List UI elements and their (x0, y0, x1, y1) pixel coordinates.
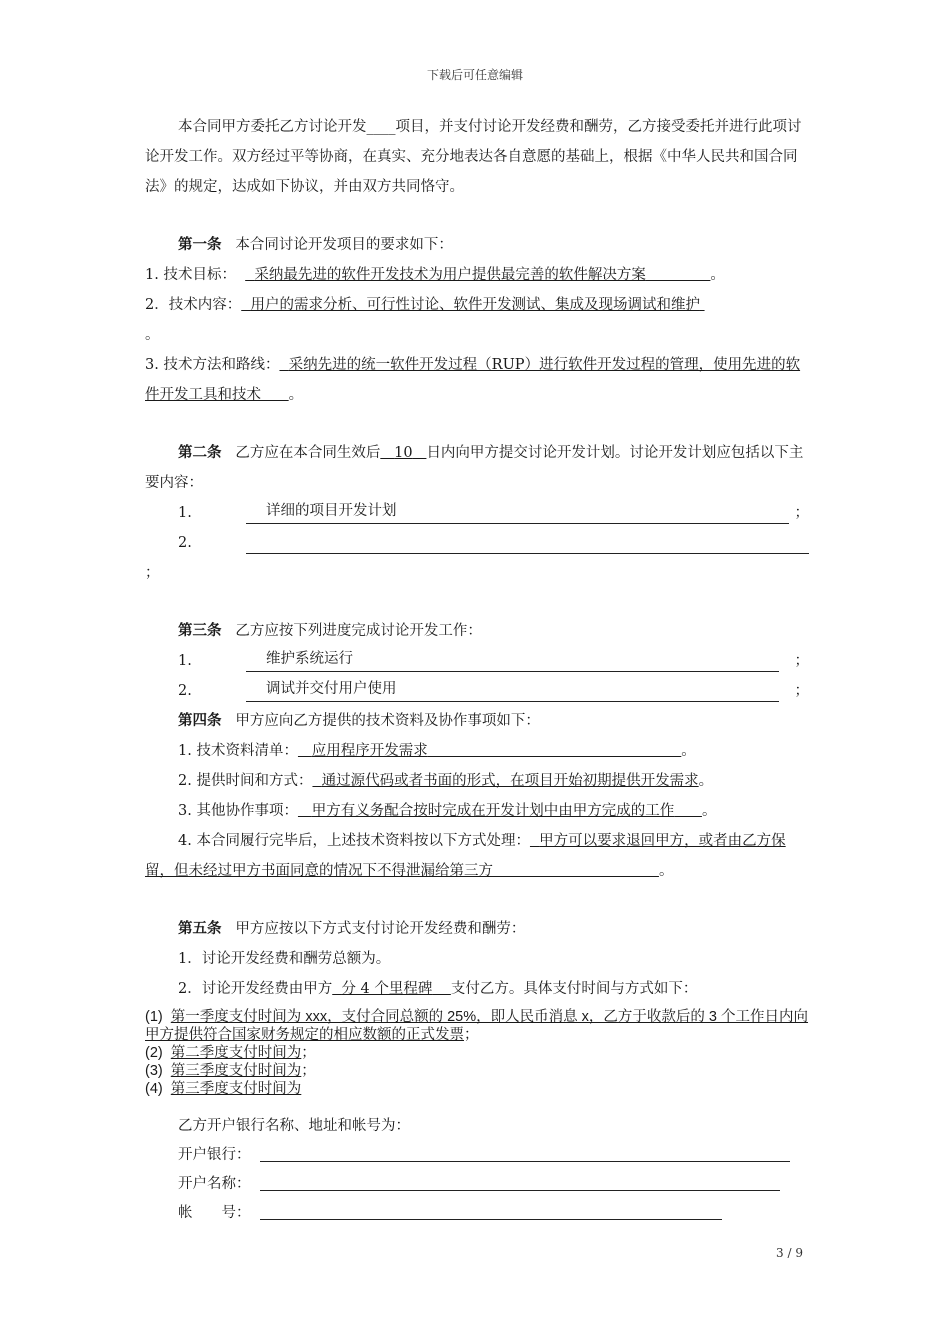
art1-item-1: 1. 技术目标： 采纳最先进的软件开发技术为用户提供最完善的软件解决方案 。 (145, 267, 725, 283)
page-header: 下载后可任意编辑 (426, 68, 523, 82)
bank-name-row: 开户银行： (178, 1141, 809, 1170)
cooperation-value: 甲方有义务配合按时完成在开发计划中由甲方完成的工作 (311, 803, 675, 819)
tech-method-value: 采纳先进的统一软件开发过程（RUP）进行软件开发过程的管理，使用先进的软件开发工具和技术 (145, 357, 801, 403)
art4-item-4: 4. 本合同履行完毕后，上述技术资料按以下方式处理： 甲方可以要求退回甲方，或者由乙方保留，但未经过甲方书面同意的情况下不得泄漏给第三方 。 (145, 833, 786, 879)
art1-item-3: 3. 技术方法和路线： 采纳先进的统一软件开发过程（RUP）进行软件开发过程的管理，使用先进的软件开发工具和技术 。 (145, 357, 801, 403)
art3-item-2: 2. 调试并交付用户使用 ； (145, 676, 809, 706)
tech-content-value: 用户的需求分析、可行性讨论、软件开发测试、集成及现场调试和维护 (250, 297, 700, 313)
art5-item-1: 1．讨论开发经费和酬劳总额为。 (178, 951, 391, 967)
art1-item-2: 2．技术内容： 用户的需求分析、可行性讨论、软件开发测试、集成及现场调试和维护 。 (145, 290, 809, 350)
page-number: 3 / 9 (776, 1246, 803, 1260)
plan-item-2-field (246, 529, 809, 554)
contract-body (145, 112, 809, 1228)
bank-name-field (260, 1143, 790, 1162)
payment-1: (1) 第一季度支付时间为 xxx，支付合同总额的 25%，即人民币消息 x，乙方于收款后的 3 个工作日内向甲方提供符合国家财务规定的相应数额的正式发票； (145, 1009, 809, 1043)
article-2-heading: 第二条 乙方应在本合同生效后 10 日内向甲方提交讨论开发计划。讨论开发计划应包括以下主要内容： (145, 444, 804, 491)
days-value: 10 (394, 445, 413, 461)
account-number-row: 帐 号： (178, 1199, 809, 1228)
bank-info (145, 1112, 809, 1228)
account-number-field (260, 1201, 722, 1220)
payment-2: (2) 第二季度支付时间为； (145, 1045, 316, 1061)
art4-item-2: 2. 提供时间和方式： 通过源代码或者书面的形式，在项目开始初期提供开发需求。 (178, 773, 714, 789)
milestones-value: 分 4 个里程碑 (341, 981, 433, 997)
article-5-heading: 第五条 甲方应按以下方式支付讨论开发经费和酬劳： (178, 920, 526, 937)
art4-item-1: 1. 技术资料清单： 应用程序开发需求 。 (178, 743, 696, 759)
materials-handling-value: 甲方可以要求退回甲方，或者由乙方保留，但未经过甲方书面同意的情况下不得泄漏给第三方 (145, 833, 786, 879)
progress-item-1-field: 维护系统运行 (246, 647, 779, 672)
account-name-field (260, 1172, 780, 1191)
art2-item-1: 1. 详细的项目开发计划 ； (145, 498, 809, 528)
progress-item-2-field: 调试并交付用户使用 (246, 677, 779, 702)
article-4-heading: 第四条 甲方应向乙方提供的技术资料及协作事项如下： (178, 712, 540, 729)
provide-time-value: 通过源代码或者书面的形式，在项目开始初期提供开发需求 (321, 773, 699, 789)
article-3-heading: 第三条 乙方应按下列进度完成讨论开发工作： (178, 622, 482, 639)
art2-item-2-end: ； (145, 565, 160, 581)
plan-item-1-field: 详细的项目开发计划 (246, 499, 789, 524)
payment-4: (4) 第三季度支付时间为 (145, 1081, 302, 1097)
art4-item-3: 3. 其他协作事项： 甲方有义务配合按时完成在开发计划中由甲方完成的工作 。 (178, 803, 717, 819)
project-name-blank: ____ (366, 119, 396, 135)
art5-item-2: 2．讨论开发经费由甲方 分 4 个里程碑 支付乙方。具体支付时间与方式如下： (178, 981, 698, 997)
payment-3: (3) 第三季度支付时间为； (145, 1063, 316, 1079)
article-1-heading: 第一条 本合同讨论开发项目的要求如下： (178, 236, 453, 253)
tech-goal-value: 采纳最先进的软件开发技术为用户提供最完善的软件解决方案 (254, 267, 646, 283)
art3-item-1: 1. 维护系统运行 ； (145, 646, 809, 676)
account-name-row: 开户名称： (178, 1170, 809, 1199)
art2-item-2: 2. (145, 528, 809, 558)
tech-materials-value: 应用程序开发需求 (311, 743, 428, 759)
intro-paragraph: 本合同甲方委托乙方讨论开发____项目，并支付讨论开发经费和酬劳，乙方接受委托并进行此项讨论开发工作。双方经过平等协商，在真实、充分地表达各自意愿的基础上，根据《中华人民共和国合同法》的规定，达成如下协议，并由双方共同恪守。 (145, 119, 802, 195)
bank-info-title: 乙方开户银行名称、地址和帐号为： (178, 1118, 410, 1134)
payment-schedule (145, 1008, 809, 1098)
